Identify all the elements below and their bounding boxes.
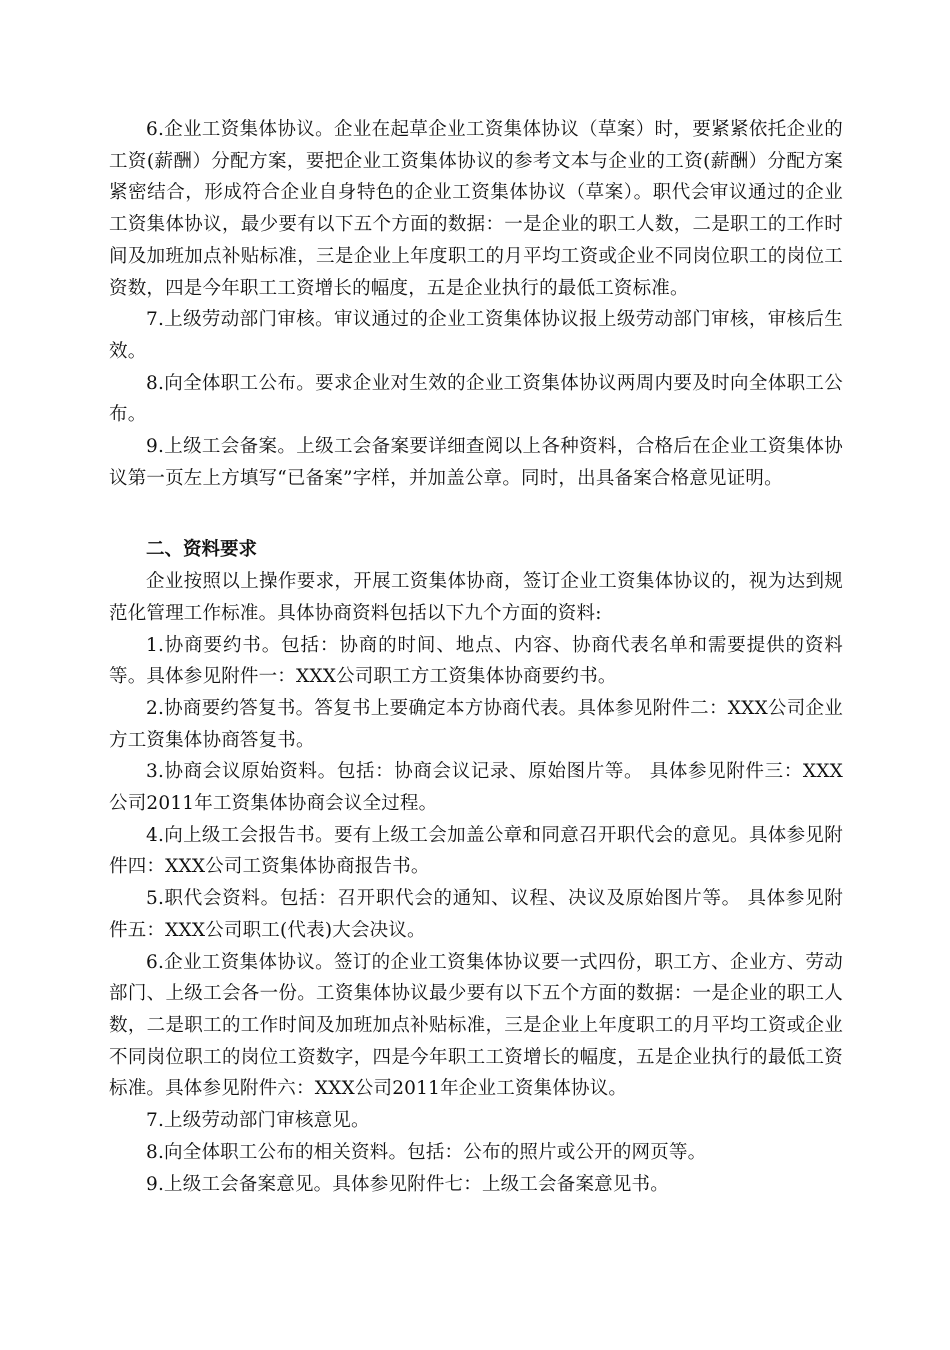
material-item-5: 5.职代会资料。包括：召开职代会的通知、议程、决议及原始图片等。 具体参见附件五：XXX公司职工(代表)大会决议。 bbox=[109, 888, 843, 941]
document-body bbox=[109, 114, 843, 1200]
material-item-4: 4.向上级工会报告书。要有上级工会加盖公章和同意召开职代会的意见。具体参见附件四：XXX公司工资集体协商报告书。 bbox=[109, 824, 843, 878]
paragraph-item-6-collective-agreement: 6.企业工资集体协议。企业在起草企业工资集体协议（草案）时，要紧紧依托企业的工资(薪酬）分配方案，要把企业工资集体协议的参考文本与企业的工资(薪酬）分配方案紧密结合，形成符合企业自身特色的企业工资集体协议（草案）。职代会审议通过的企业工资集体协议，最少要有以下五个方面的数据：一是企业的职工人数，二是职工的工作时间及加班加点补贴标准，三是企业上年度职工的月平均工资或企业不同岗位职工的岗位工资数，四是今年职工工资增长的幅度，五是企业执行的最低工资标准。 bbox=[109, 119, 843, 299]
material-item-8: 8.向全体职工公布的相关资料。包括：公布的照片或公开的网页等。 bbox=[146, 1141, 707, 1163]
section-intro-paragraph: 企业按照以上操作要求，开展工资集体协商，签订企业工资集体协议的，视为达到规范化管理工作标准。具体协商资料包括以下九个方面的资料: bbox=[109, 571, 843, 624]
paragraph-item-8-announce: 8.向全体职工公布。要求企业对生效的企业工资集体协议两周内要及时向全体职工公布。 bbox=[109, 372, 843, 426]
section-heading-material-requirements: 二、资料要求 bbox=[146, 539, 258, 561]
material-item-9: 9.上级工会备案意见。具体参见附件七：上级工会备案意见书。 bbox=[146, 1173, 669, 1195]
material-item-7: 7.上级劳动部门审核意见。 bbox=[146, 1110, 370, 1132]
material-item-3: 3.协商会议原始资料。包括：协商会议记录、原始图片等。 具体参见附件三：XXX公司2011年工资集体协商会议全过程。 bbox=[109, 761, 843, 815]
material-item-2: 2.协商要约答复书。答复书上要确定本方协商代表。具体参见附件二：XXX公司企业方工资集体协商答复书。 bbox=[109, 697, 843, 751]
paragraph-item-7-labor-review: 7.上级劳动部门审核。审议通过的企业工资集体协议报上级劳动部门审核，审核后生效。 bbox=[109, 309, 843, 362]
material-item-6: 6.企业工资集体协议。签订的企业工资集体协议要一式四份，职工方、企业方、劳动部门、上级工会各一份。工资集体协议最少要有以下五个方面的数据：一是企业的职工人数，二是职工的工作时间及加班加点补贴标准，三是企业上年度职工的月平均工资或企业不同岗位职工的岗位工资数字，四是今年职工工资增长的幅度，五是企业执行的最低工资标准。具体参见附件六：XXX公司2011年企业工资集体协议。 bbox=[109, 951, 843, 1100]
material-item-1: 1.协商要约书。包括：协商的时间、地点、内容、协商代表名单和需要提供的资料等。具体参见附件一：XXX公司职工方工资集体协商要约书。 bbox=[109, 634, 843, 688]
paragraph-item-9-union-filing: 9.上级工会备案。上级工会备案要详细查阅以上各种资料，合格后在企业工资集体协议第一页左上方填写“已备案”字样，并加盖公章。同时，出具备案合格意见证明。 bbox=[109, 436, 843, 489]
